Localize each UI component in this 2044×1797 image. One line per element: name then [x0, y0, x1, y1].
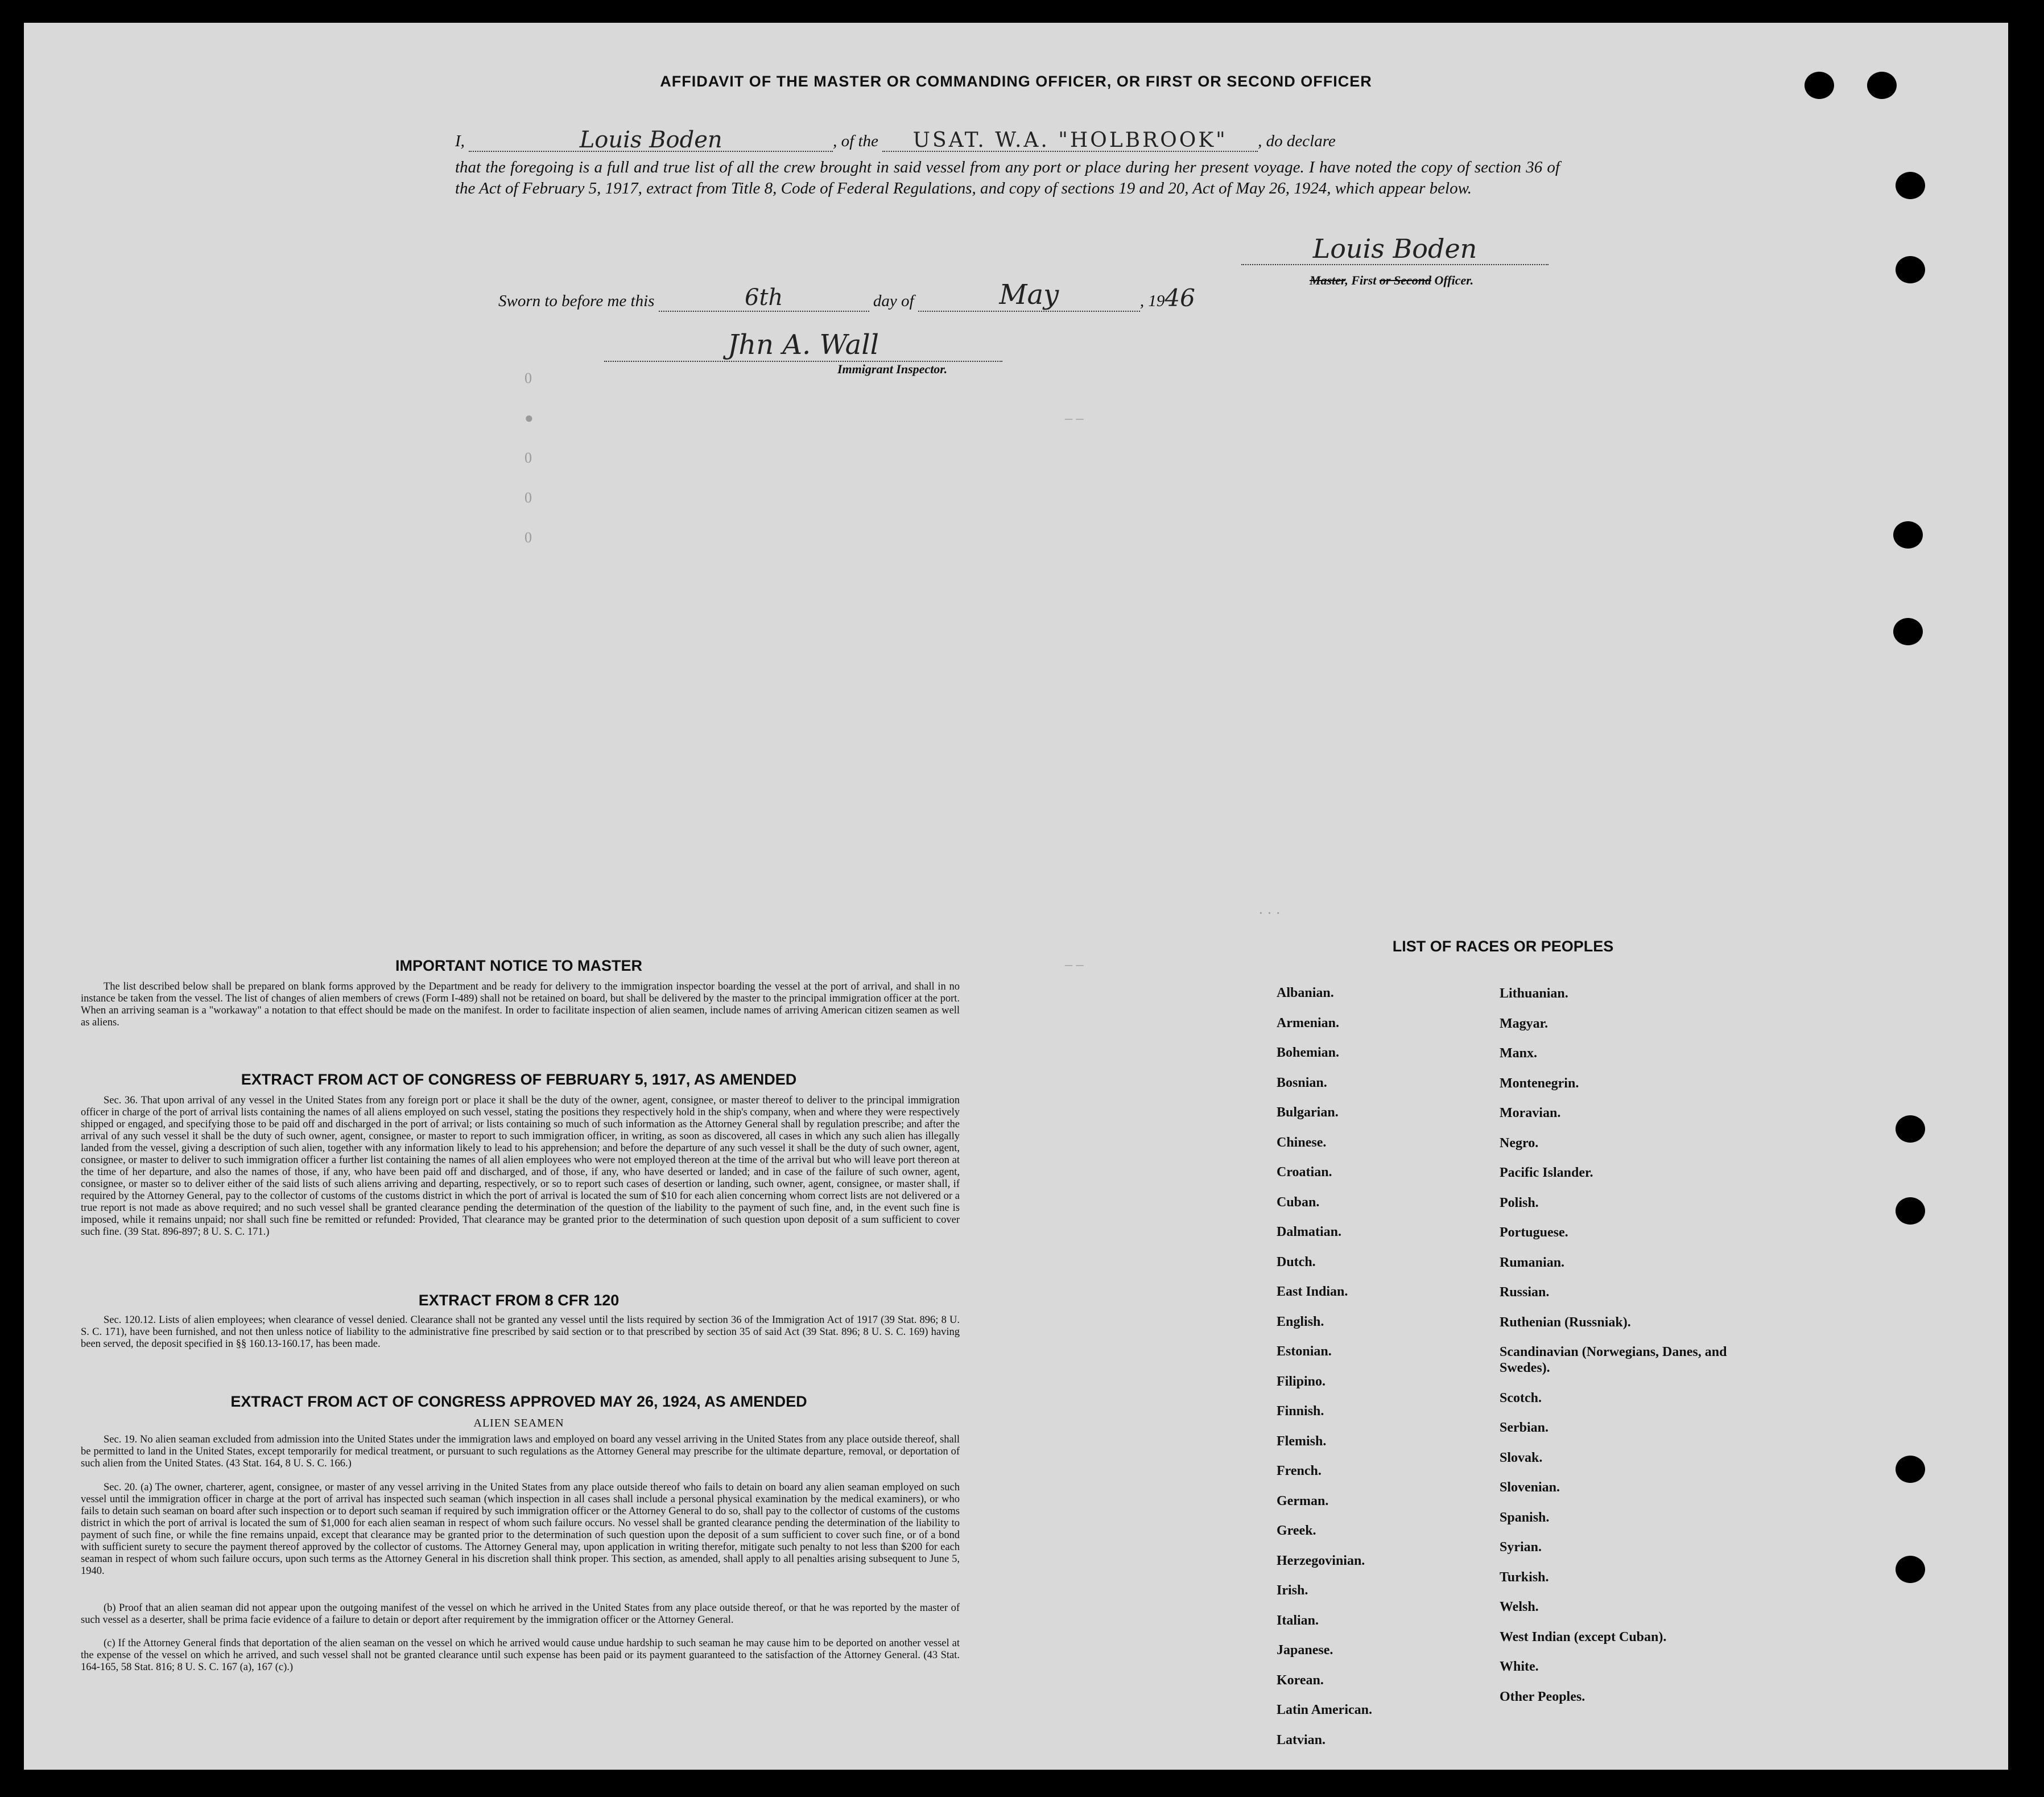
- bleed-through-mark: 0: [525, 529, 532, 546]
- race-item: Bohemian.: [1277, 1045, 1340, 1060]
- race-item: Dutch.: [1277, 1254, 1316, 1270]
- race-item: Dalmatian.: [1277, 1225, 1341, 1239]
- race-item: German.: [1277, 1493, 1329, 1509]
- race-item: Rumanian.: [1500, 1255, 1565, 1270]
- punch-hole: [1896, 1197, 1925, 1225]
- extract-1924-sec20a: Sec. 20. (a) The owner, charterer, agent, consignee, or master of any vessel arriving in the United States from any place outside thereof who fails to detain on board any alien seaman employed on such vessel until the immigration officer in charge at the port of arrival has inspected such seaman (which inspection in all cases shall include a personal physical examination by the medical examiners), or who fails to detain such seaman on board after such inspection or to deport such seaman if required by such immigration officer or the Attorney General to do so, shall pay to the collector of customs of the customs district in which the port of arrival is located the sum of $1,000 for each alien seaman in respect of whom such failure occurs. No vessel shall be granted clearance pending the determination of the liability to payment of such fine, or while the fine remains unpaid, except that clearance may be granted prior to the determination of such question upon the deposit of a sum sufficient to cover such fine, or of a bond with sufficient surety to secure the payment thereof approved by the collector of customs. The Attorney General may, upon application in writing therefor, mitigate such penalty to not less than $200 for each seaman in respect of whom such failure occurs, upon such terms as the Attorney General in his discretion shall think proper. This section, as amended, shall apply to all penalties arising subsequent to June 5, 1940.: [81, 1482, 960, 1577]
- race-item: Scotch.: [1500, 1390, 1542, 1406]
- race-item: Spanish.: [1500, 1510, 1550, 1525]
- extract-1924-sec20c: (c) If the Attorney General finds that deportation of the alien seaman on the vessel on which he arrived would cause undue hardship to such seaman he may cause him to be deported on another vessel at the expense of the vessel on which he arrived, and such vessel shall not be granted clearance until such expense has been paid or its payment guaranteed to the satisfaction of the Attorney General. (43 Stat. 164-165, 58 Stat. 816; 8 U. S. C. 167 (a), 167 (c).): [81, 1638, 960, 1673]
- officer-master: Master: [1310, 273, 1345, 287]
- sworn-label: Sworn to before me this: [498, 292, 655, 310]
- race-item: Herzegovinian.: [1277, 1553, 1365, 1568]
- year-prefix: , 19: [1139, 292, 1165, 310]
- race-item: Montenegrin.: [1500, 1075, 1579, 1091]
- race-item: Ruthenian (Russniak).: [1500, 1314, 1631, 1330]
- sworn-month: May: [918, 279, 1140, 312]
- race-item: Magyar.: [1500, 1016, 1549, 1031]
- punch-hole: [1893, 618, 1923, 645]
- inspector-label: Immigrant Inspector.: [837, 362, 948, 376]
- officer-or-second: or Second: [1379, 273, 1431, 287]
- race-item: Polish.: [1500, 1195, 1539, 1210]
- punch-hole: [1893, 521, 1923, 549]
- race-item: Italian.: [1277, 1613, 1319, 1628]
- extract-1917-title: EXTRACT FROM ACT OF CONGRESS OF FEBRUARY 5, 1917, AS AMENDED: [241, 1071, 797, 1088]
- day-of-label: day of: [873, 292, 914, 310]
- race-item: Cuban.: [1277, 1194, 1320, 1210]
- race-item: Bosnian.: [1277, 1075, 1327, 1090]
- extract-1924-sec19: Sec. 19. No alien seaman excluded from admission into the United States under the immigration laws and employed on board any vessel arriving in the United States from any place outside thereof, shall be permitted to land in the United States, except temporarily for medical treatment, or pursuant to such regulations as the Attorney General may prescribe for the ultimate departure, removal, or deportation of such alien from the United States. (43 Stat. 164, 8 U. S. C. 166.): [81, 1434, 960, 1469]
- sworn-line: [498, 279, 1195, 312]
- bleed-through-mark: ●: [525, 410, 534, 426]
- officer-title: [1310, 273, 1473, 288]
- race-item: Other Peoples.: [1500, 1689, 1585, 1704]
- officer-first: , First: [1345, 273, 1377, 287]
- extract-1917-text: Sec. 36. That upon arrival of any vessel in the United States from any foreign port or place it shall be the duty of the owner, agent, consignee, or master thereof to deliver to the principal immigration officer in charge of the port of arrival lists containing the names of all aliens employed on such vessel, stating the positions they respectively hold in the ship's company, when and where they were respectively shipped or engaged, and specifying those to be paid off and discharged in the port of arrival; or lists containing so much of such information as the Attorney General shall by regulation prescribe; and after the arrival of any such vessel it shall be the duty of such owner, agent, consignee, or master to report to such immigration officer, in writing, as soon as discovered, all cases in which any such alien has illegally landed from the vessel, giving a description of such alien, together with any information likely to lead to his apprehension; and before the departure of any such vessel it shall be the duty of such owner, agent, consignee, or master to deliver to such immigration officer a further list containing the names of all alien employees who were not employed thereon at the time of the arrival but who will leave port thereon at the time of her departure, and also the names of those, if any, who have been paid off and discharged, and of those, if any, who have deserted or landed; and in case of the failure of such owner, agent, consignee, or master so to deliver either of the said lists of such aliens arriving and departing, respectively, or so to report such cases of desertion or landing, such owner, agent, consignee, or master shall, if required by the Attorney General, pay to the collector of customs of the customs district in which the port of arrival is located the sum of $10 for each alien concerning whom correct lists are not delivered or a true report is not made as above required; and no such vessel shall be granted clearance pending the determination of the question of the liability to the payment of such fine, and, in the event such fine is imposed, while it remains unpaid; nor shall such fine be remitted or refunded: Provided, That clearance may be granted prior to the determination of such question upon deposit of a sum sufficient to cover such fine. (39 Stat. 896-897; 8 U. S. C. 171.): [81, 1095, 960, 1238]
- race-item: Scandinavian (Norwegians, Danes, and Swedes).: [1500, 1345, 1727, 1375]
- sworn-day: 6th: [659, 285, 869, 312]
- race-item: Estonian.: [1277, 1344, 1332, 1359]
- race-item: Turkish.: [1500, 1569, 1549, 1585]
- race-item: Serbian.: [1500, 1420, 1549, 1435]
- race-item: Pacific Islander.: [1500, 1165, 1593, 1180]
- race-item: East Indian.: [1277, 1284, 1348, 1299]
- punch-hole: [1896, 1456, 1925, 1483]
- declaration-body: that the foregoing is a full and true list of all the crew brought in said vessel from any port or place during her present voyage. I have noted the copy of section 36 of the Act of February 5, 1917, extract from Title 8, Code of Federal Regulations, and copy of sections 19 and 20, Act of May 26, 1924, which appear below.: [455, 158, 1560, 197]
- notice-title: IMPORTANT NOTICE TO MASTER: [395, 957, 642, 974]
- affidavit-title: AFFIDAVIT OF THE MASTER OR COMMANDING OFFICER, OR FIRST OR SECOND OFFICER: [660, 73, 1372, 90]
- extract-cfr-title: EXTRACT FROM 8 CFR 120: [418, 1292, 620, 1309]
- race-item: Finnish.: [1277, 1404, 1324, 1419]
- notice-text: The list described below shall be prepared on blank forms approved by the Department and be ready for delivery to the immigration inspector boarding the vessel at the port of arrival, and shall in no instance be taken from the vessel. The list of changes of alien members of crews (Form I-489) shall not be retained on board, but shall be delivered by the master to the principal immigration officer at the port. When an arriving seaman is a "workaway" a notation to that effect should be made on the manifest. In order to facilitate inspection of alien seamen, include names of arriving American citizen seamen as well as aliens.: [81, 981, 960, 1028]
- punch-hole: [1896, 1556, 1925, 1583]
- race-item: Filipino.: [1277, 1374, 1326, 1389]
- races-title: LIST OF RACES OR PEOPLES: [1392, 938, 1614, 955]
- extract-1924-sec20b: (b) Proof that an alien seaman did not appear upon the outgoing manifest of the vessel on which he arrived in the United States from any place outside thereof, or that he was reported by the master of such vessel as a deserter, shall be prima facie evidence of a failure to detain or deport after requirement by the immigration officer or the Attorney General.: [81, 1602, 960, 1626]
- bleed-through-mark: 0: [525, 489, 532, 506]
- signer-name: Louis Boden: [469, 130, 833, 152]
- punch-hole: [1896, 1115, 1925, 1143]
- bleed-through-mark: · · ·: [1258, 905, 1281, 921]
- race-item: English.: [1277, 1314, 1324, 1329]
- sworn-year: 46: [1165, 284, 1195, 312]
- race-item: Slovenian.: [1500, 1480, 1560, 1495]
- race-item: Irish.: [1277, 1583, 1308, 1598]
- document-page: [24, 23, 2008, 1770]
- extract-1924-title: EXTRACT FROM ACT OF CONGRESS APPROVED MAY 26, 1924, AS AMENDED: [230, 1393, 807, 1410]
- extract-cfr-text: Sec. 120.12. Lists of alien employees; when clearance of vessel denied. Clearance shall not be granted any vessel until the lists required by section 36 of the Immigration Act of 1917 (39 Stat. 896; 8 U. S. C. 171), have been furnished, and not then unless notice of liability to the administrative fine prescribed by said section or to that prescribed by section 35 of said Act (39 Stat. 896; 8 U. S. C. 169) having been served, the deposit specified in §§ 160.13-160.17, has been made.: [81, 1314, 960, 1350]
- punch-hole: [1896, 172, 1925, 199]
- race-item: Flemish.: [1277, 1433, 1327, 1449]
- declaration-line: [455, 127, 1560, 153]
- vessel-name: USAT. W.A. "HOLBROOK": [882, 130, 1258, 152]
- race-item: Negro.: [1500, 1135, 1539, 1151]
- race-item: West Indian (except Cuban).: [1500, 1629, 1667, 1644]
- bleed-through-mark: – –: [1065, 410, 1084, 426]
- race-item: Croatian.: [1277, 1165, 1332, 1180]
- race-item: Greek.: [1277, 1523, 1316, 1538]
- race-item: White.: [1500, 1659, 1539, 1674]
- race-item: Manx.: [1500, 1046, 1537, 1061]
- race-item: Latvian.: [1277, 1732, 1326, 1747]
- race-item: Japanese.: [1277, 1643, 1333, 1658]
- race-item: Armenian.: [1277, 1015, 1339, 1031]
- bleed-through-mark: 0: [525, 370, 532, 386]
- race-item: Korean.: [1277, 1672, 1324, 1688]
- race-item: Syrian.: [1500, 1540, 1542, 1555]
- of-the-label: , of the: [833, 132, 878, 150]
- i-label: I,: [455, 132, 465, 150]
- bleed-through-mark: 0: [525, 450, 532, 466]
- bleed-through-mark: – –: [1065, 956, 1084, 972]
- race-item: Albanian.: [1277, 986, 1334, 1000]
- race-item: Portuguese.: [1500, 1225, 1568, 1240]
- race-item: Slovak.: [1500, 1450, 1543, 1465]
- officer-suffix: Officer.: [1434, 273, 1474, 287]
- inspector-signature: Jhn A. Wall: [604, 329, 1002, 362]
- race-item: Welsh.: [1500, 1600, 1539, 1614]
- race-item: Moravian.: [1500, 1106, 1561, 1120]
- punch-hole: [1896, 256, 1925, 283]
- extract-1924-subtitle: ALIEN SEAMEN: [473, 1417, 564, 1429]
- race-item: Latin American.: [1277, 1703, 1372, 1717]
- race-item: Chinese.: [1277, 1135, 1327, 1150]
- race-item: Bulgarian.: [1277, 1105, 1339, 1120]
- master-signature: Louis Boden: [1241, 233, 1549, 265]
- do-declare-label: , do declare: [1258, 132, 1336, 150]
- race-item: French.: [1277, 1464, 1322, 1478]
- race-item: Russian.: [1500, 1285, 1550, 1300]
- race-item: Lithuanian.: [1500, 986, 1568, 1001]
